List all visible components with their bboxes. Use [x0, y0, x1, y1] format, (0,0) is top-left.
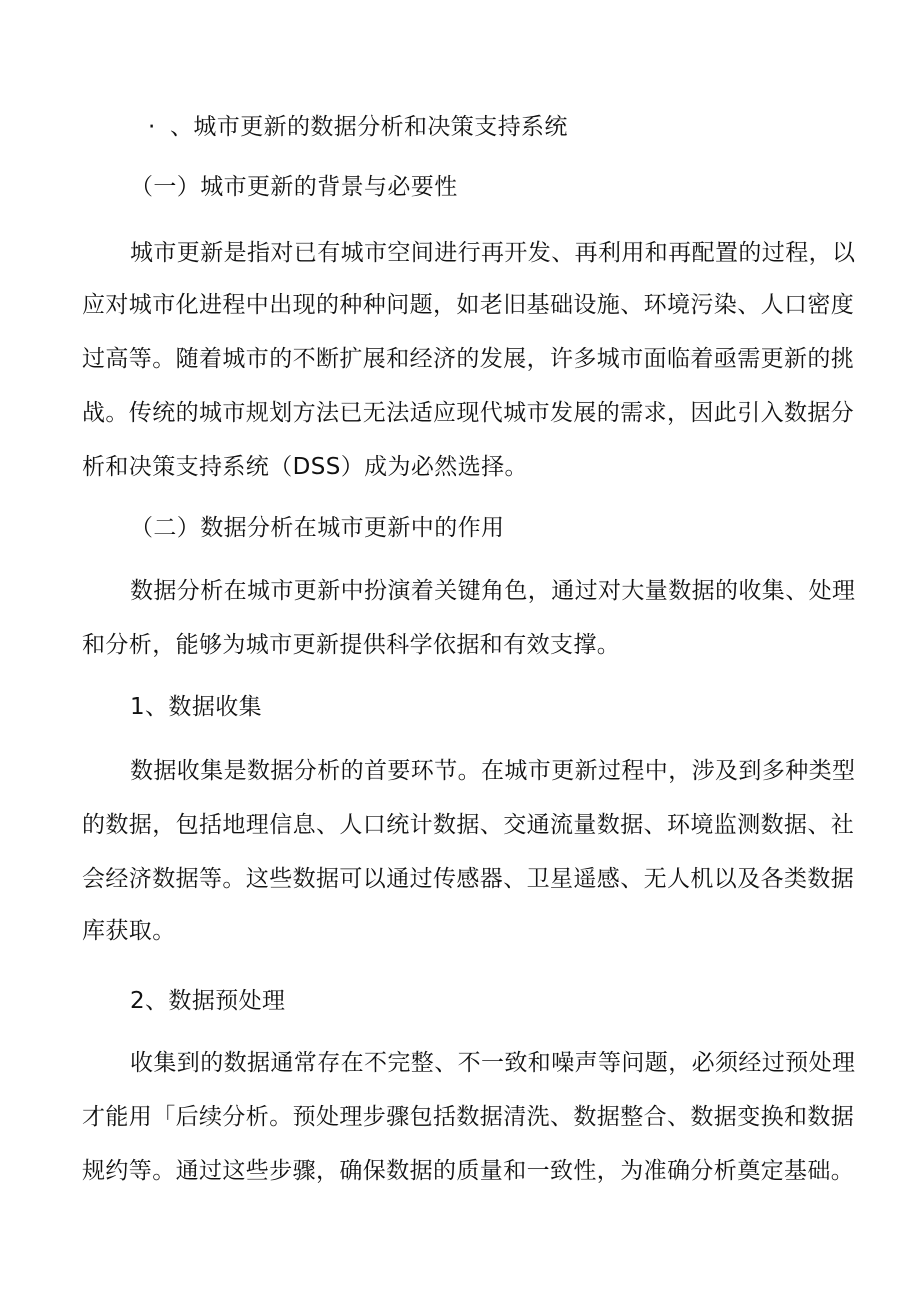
paragraph-line: 析和决策支持系统（DSS）成为必然选择。 — [82, 454, 528, 480]
paragraph-line: 应对城市化进程中出现的种种问题，如老旧基础设施、环境污染、人口密度 — [82, 292, 855, 318]
paragraph-line: 会经济数据等。这些数据可以通过传感器、卫星遥感、无人机以及各类数据 — [82, 866, 855, 892]
paragraph-line: 战。传统的城市规划方法已无法适应现代城市发展的需求，因此引入数据分 — [82, 400, 855, 426]
paragraph-line: 城市更新是指对已有城市空间进行再开发、再利用和再配置的过程，以 — [130, 240, 856, 266]
paragraph-line: 和分析，能够为城市更新提供科学依据和有效支撑。 — [82, 632, 621, 658]
paragraph-line: 的数据，包括地理信息、人口统计数据、交通流量数据、环境监测数据、社 — [82, 812, 855, 838]
paragraph-line: 数据分析在城市更新中扮演着关键角色，通过对大量数据的收集、处理 — [130, 578, 856, 604]
section-heading-2: （二）数据分析在城市更新中的作用 — [130, 515, 505, 541]
document-title — [148, 112, 568, 142]
paragraph-line: 收集到的数据通常存在不完整、不一致和噪声等问题，必须经过预处理 — [130, 1050, 856, 1076]
subsection-heading-2: 2、数据预处理 — [130, 988, 286, 1014]
paragraph-line: 过高等。随着城市的不断扩展和经济的发展，许多城市面临着亟需更新的挑 — [82, 346, 855, 372]
subsection-heading-1: 1、数据收集 — [130, 694, 263, 720]
paragraph-line: 规约等。通过这些步骤，确保数据的质量和一致性，为准确分析奠定基础。 — [82, 1158, 855, 1184]
title-text: 、城市更新的数据分析和决策支持系统 — [170, 114, 568, 140]
paragraph-line: 才能用「后续分析。预处理步骤包括数据清洗、数据整合、数据变换和数据 — [82, 1104, 855, 1130]
title-bullet: · — [148, 114, 156, 140]
paragraph-line: 库获取。 — [82, 918, 176, 944]
section-heading-1: （一）城市更新的背景与必要性 — [130, 174, 458, 200]
paragraph-line: 数据收集是数据分析的首要环节。在城市更新过程中，涉及到多种类型 — [130, 758, 856, 784]
